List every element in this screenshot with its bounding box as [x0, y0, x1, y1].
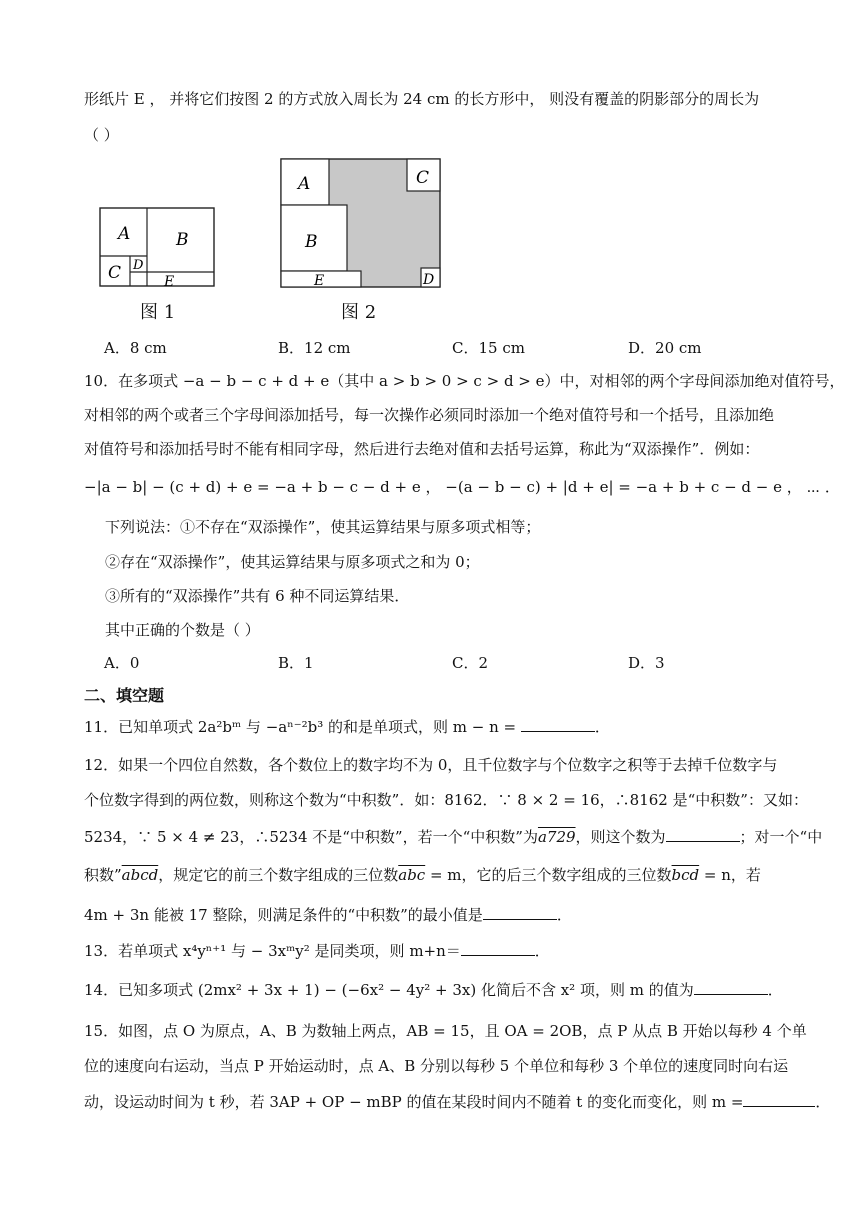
q11-end: ． [594, 718, 610, 736]
fig1-label-a: A [118, 224, 131, 244]
q9-option-c[interactable]: C．15 cm [452, 339, 525, 357]
q12-line4-text-a: 积数” [84, 866, 122, 884]
q13-end: ． [534, 942, 550, 960]
q14-text: 14．已知多项式 (2mx² + 3x + 1) − (−6x² − 4y² + 3x) 化简后不含 x² 项，则 m 的值为 [84, 981, 694, 999]
q10-option-b[interactable]: B．1 [278, 654, 314, 672]
q12-line1: 12．如果一个四位自然数，各个数位上的数字均不为 0，且千位数字与个位数字之积等于去掉千位数字与 [84, 756, 778, 774]
q12-number-abcd: abcd [121, 866, 159, 884]
q12-line3 [84, 826, 822, 848]
q13-line [84, 940, 550, 962]
q12-line4 [84, 864, 761, 886]
q9-option-b[interactable]: B．12 cm [278, 339, 351, 357]
q13-text: 13．若单项式 x⁴yⁿ⁺¹ 与 − 3xᵐy² 是同类项，则 m+n＝ [84, 942, 461, 960]
q15-line2: 位的速度向右运动，当点 P 开始运动时，点 A、B 分别以每秒 5 个单位和每秒 3 个单位的速度同时向右运 [84, 1057, 789, 1075]
q12-number-bcd: $\overline{bcd}$ [671, 866, 700, 884]
q12-line3-text-c: ；对一个“中 [739, 828, 823, 846]
q10-line2: 对相邻的两个或者三个字母间添加括号，每一次操作必须同时添加一个绝对值符号和一个括号，且添加绝 [84, 406, 775, 424]
q11-text: 11．已知单项式 2a²bᵐ 与 −aⁿ⁻²b³ 的和是单项式，则 m − n = [84, 718, 517, 736]
q12-number-abc: $\overline{abc}$ [398, 866, 426, 884]
fig2-label-a: A [298, 174, 311, 194]
q12-line5-text: 4m + 3n 能被 17 整除，则满足条件的“中积数”的最小值是 [84, 906, 483, 924]
q10-example: −|a − b| − (c + d) + e = −a + b − c − d + e ， −(a − b − c) + |d + e| = −a + b + c − d − e ， ⋯ ． [84, 478, 840, 496]
q9-option-a[interactable]: A．8 cm [104, 339, 167, 357]
q10-option-d[interactable]: D．3 [628, 654, 665, 672]
fig1-label-e: E [164, 274, 175, 288]
fig2-label-d: D [423, 272, 435, 288]
fig2-label-c: C [416, 168, 430, 188]
figure-2-caption: 图 2 [341, 302, 377, 323]
q14-answer-blank[interactable] [694, 979, 768, 995]
q14-line [84, 979, 783, 1001]
q12-number-a729: a729 [537, 828, 576, 846]
q12-answer-blank-2[interactable] [483, 904, 557, 920]
q13-answer-blank[interactable] [461, 940, 535, 956]
q10-option-c[interactable]: C．2 [452, 654, 489, 672]
fig1-label-c: C [108, 263, 122, 283]
q10-question: 其中正确的个数是（ ） [105, 621, 260, 639]
q12-line4-text-b: ，规定它的前三个数字组成的三位数 [158, 866, 399, 884]
q12-line4-text-c: = m，它的后三个数字组成的三位数 [425, 866, 672, 884]
q14-end: ． [767, 981, 783, 999]
q12-line5-end: ． [556, 906, 572, 924]
section-heading: 二、填空题 [84, 686, 165, 705]
figure-1-caption: 图 1 [140, 302, 176, 323]
figure-2 [279, 157, 442, 289]
q15-line1: 15．如图，点 O 为原点，A、B 为数轴上两点，AB = 15，且 OA = 2OB，点 P 从点 B 开始以每秒 4 个单 [84, 1022, 807, 1040]
q15-end: ． [815, 1093, 831, 1111]
q12-line3-text-a: 5234，∵ 5 × 4 ≠ 23，∴5234 不是“中积数”，若一个“中积数”为 [84, 828, 538, 846]
q12-line4-text-d: = n，若 [699, 866, 761, 884]
q12-line2: 个位数字得到的两位数，则称这个数为“中积数”．如：8162．∵ 8 × 2 = 16，∴8162 是“中积数”：又如： [84, 791, 808, 809]
q10-line3: 对值符号和添加括号时不能有相同字母，然后进行去绝对值和去括号运算，称此为“双添操作”．例如： [84, 440, 760, 458]
q11-answer-blank[interactable] [521, 716, 595, 732]
q9-option-d[interactable]: D．20 cm [628, 339, 702, 357]
q15-answer-blank[interactable] [743, 1091, 815, 1107]
q9-text-line1: 形纸片 E ， 并将它们按图 2 的方式放入周长为 24 cm 的长方形中， 则没有覆盖的阴影部分的周长为 [84, 90, 760, 108]
q12-line3-text-b: ，则这个数为 [575, 828, 666, 846]
fig1-label-d: D [133, 258, 144, 273]
figure-1 [98, 206, 216, 288]
q15-line3 [84, 1091, 830, 1113]
fig1-label-b: B [176, 230, 189, 250]
q12-answer-blank-1[interactable] [666, 826, 740, 842]
q11-line [84, 716, 610, 738]
q9-answer-bracket: （ ） [84, 126, 119, 144]
q10-line1: 10．在多项式 −a − b − c + d + e（其中 a > b > 0 > c > d > e）中，对相邻的两个字母间添加绝对值符号， [84, 372, 845, 390]
q10-statement-1: 下列说法：①不存在“双添操作”，使其运算结果与原多项式相等； [105, 518, 541, 536]
q10-statement-3: ③所有的“双添操作”共有 6 种不同运算结果． [105, 587, 410, 605]
fig2-label-b: B [305, 232, 318, 252]
q12-line5 [84, 904, 572, 926]
q10-option-a[interactable]: A．0 [104, 654, 140, 672]
q15-text: 动，设运动时间为 t 秒，若 3AP + OP − mBP 的值在某段时间内不随着 t 的变化而变化，则 m = [84, 1093, 744, 1111]
q10-statement-2: ②存在“双添操作”，使其运算结果与原多项式之和为 0； [105, 553, 480, 571]
fig2-label-e: E [314, 273, 325, 289]
